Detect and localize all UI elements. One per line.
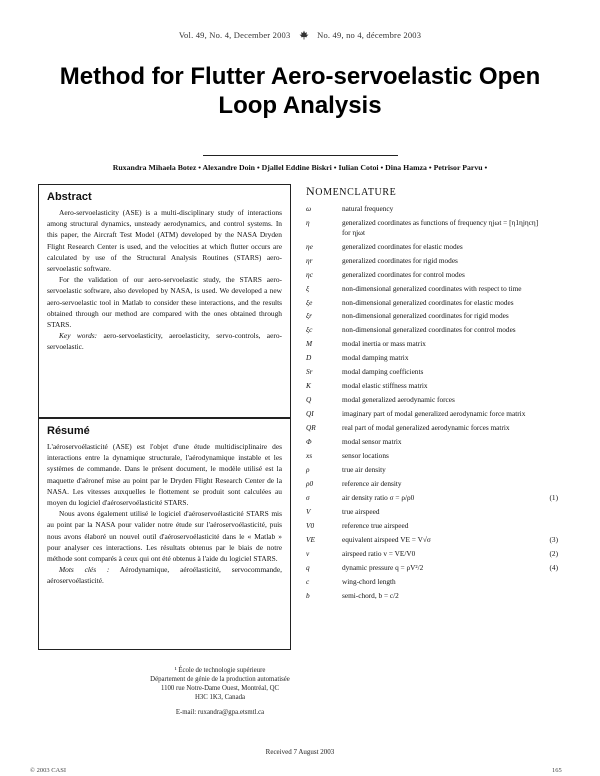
- nomenclature-definition: modal elastic stiffness matrix: [342, 381, 428, 391]
- equation-number: [540, 451, 558, 461]
- equation-number: [540, 521, 558, 531]
- affiliation-line: ¹ École de technologie supérieure: [174, 667, 266, 674]
- resume-paragraph-2: Nous avons également utilisé le logiciel d'aéroservoélasticité STARS mis au point par la NASA pour valider notre étude sur l'aéroservoélasticité, puis nous avons élaboré un nouvel outil d'aéroservoélasticité dans le « Matlab » pour analyser ces interactions. Les résultats obtenus par le biais de notre méthode sont comparés à ceux qui ont été obtenus à l'aide du logiciel STARS.: [47, 509, 282, 564]
- equation-number: (2): [549, 549, 558, 559]
- nomenclature-row: [306, 353, 558, 363]
- nomenclature-symbol: σ: [306, 493, 310, 503]
- nomenclature-symbol: q: [306, 563, 310, 573]
- equation-number: [540, 284, 558, 294]
- equation-number: [540, 270, 558, 280]
- copyright-footer: © 2003 CASI: [30, 767, 66, 774]
- resume-keywords: [47, 564, 282, 586]
- nomenclature-row: [306, 563, 558, 573]
- nomenclature-heading-cap: N: [306, 184, 316, 198]
- nomenclature-row: [306, 284, 558, 294]
- nomenclature-definition: generalized coordinates for rigid modes: [342, 255, 458, 265]
- nomenclature-symbol: Q: [306, 395, 312, 405]
- nomenclature-definition: true air density: [342, 465, 386, 475]
- nomenclature-symbol: QI: [306, 409, 314, 419]
- equation-number: [540, 339, 558, 349]
- nomenclature-row: [306, 437, 558, 447]
- abstract-keywords-text: aero-servoelasticity, aeroelasticity, servo-controls, aero-servoelastic.: [47, 331, 282, 352]
- nomenclature-row: [306, 465, 558, 475]
- nomenclature-row: [306, 298, 558, 308]
- equation-number: (3): [549, 535, 558, 545]
- nomenclature-row: [306, 591, 558, 601]
- affiliation-email: E-mail: ruxandra@gpa.etsmtl.ca: [175, 709, 265, 716]
- maple-leaf-icon: [299, 30, 309, 40]
- nomenclature-definition: real part of modal generalized aerodynamic forces matrix: [342, 423, 510, 433]
- author-list: Ruxandra Mihaela Botez • Alexandre Doin • Djallel Eddine Biskri • Iulian Cotoi • Dina Hamza • Petrisor Parvu •: [112, 163, 488, 172]
- equation-number: [540, 423, 558, 433]
- equation-number: [540, 256, 558, 266]
- nomenclature-definition: imaginary part of modal generalized aerodynamic force matrix: [342, 409, 526, 419]
- nomenclature-symbol: ω: [306, 204, 312, 213]
- nomenclature-symbol: Sr: [306, 367, 313, 377]
- equation-number: [540, 381, 558, 391]
- equation-number: [540, 507, 558, 517]
- equation-number: [540, 204, 558, 214]
- nomenclature-symbol: ξc: [306, 325, 313, 335]
- nomenclature-definition: non-dimensional generalized coordinates for control modes: [342, 325, 516, 335]
- paper-title: Method for Flutter Aero-servoelastic Open Loop Analysis: [59, 63, 541, 119]
- nomenclature-definition: non-dimensional generalized coordinates for rigid modes: [342, 311, 509, 321]
- nomenclature-definition: reference true airspeed: [342, 521, 409, 531]
- equation-number: [540, 577, 558, 587]
- resume-keywords-label: Mots clés :: [59, 565, 110, 575]
- equation-number: [540, 367, 558, 377]
- nomenclature-row: [306, 381, 558, 391]
- nomenclature-definition: dynamic pressure q = ρV²/2: [342, 563, 424, 573]
- resume-heading: Résumé: [47, 425, 90, 437]
- nomenclature-definition: air density ratio σ = ρ/ρ0: [342, 493, 415, 503]
- abstract-heading: Abstract: [47, 191, 92, 203]
- equation-number: [540, 311, 558, 321]
- received-date: Received 7 August 2003: [265, 748, 335, 756]
- nomenclature-definition: semi-chord, b = c/2: [342, 591, 399, 601]
- nomenclature-symbol: M: [306, 339, 313, 349]
- equation-number: [540, 298, 558, 308]
- nomenclature-definition: natural frequency: [342, 204, 394, 213]
- nomenclature-symbol: c: [306, 577, 310, 587]
- nomenclature-symbol: ξr: [306, 311, 312, 321]
- nomenclature-row: [306, 451, 558, 461]
- nomenclature-row: [306, 395, 558, 405]
- nomenclature-symbol: V: [306, 507, 311, 517]
- nomenclature-symbol: ρ0: [306, 479, 314, 489]
- page-number: 165: [552, 767, 562, 774]
- resume-paragraph-1: L'aéroservoélasticité (ASE) est l'objet d'une étude multidisciplinaire des interactions entre la dynamique structurale, l'aérodynamique instable et les systèmes de commande. Dans le présent document, le modèle utilisé est la maquette d'aéronef mise au point par le Dryden Flight Research Center de la NASA. Les vitesses auxquelles le flottement se produit sont calculées au moyen du logiciel d'aéroservoélasticité STARS.: [47, 442, 282, 508]
- nomenclature-symbol: xs: [306, 451, 313, 461]
- nomenclature-heading: [306, 184, 396, 199]
- nomenclature-symbol: ηr: [306, 255, 313, 265]
- nomenclature-definition: modal generalized aerodynamic forces: [342, 395, 455, 405]
- equation-number: (4): [549, 563, 558, 573]
- nomenclature-symbol: ξ: [306, 283, 310, 293]
- equation-number: [540, 479, 558, 489]
- resume-keywords-text: Aérodynamique, aéroélasticité, servocommande, aéroservoélasticité.: [47, 565, 282, 586]
- nomenclature-definition: wing-chord length: [342, 577, 396, 587]
- nomenclature-row: [306, 204, 558, 214]
- nomenclature-row: [306, 311, 558, 321]
- nomenclature-symbol: V0: [306, 521, 315, 531]
- nomenclature-heading-rest: OMENCLATURE: [315, 187, 397, 198]
- equation-number: [540, 465, 558, 475]
- nomenclature-symbol: ηe: [306, 241, 313, 251]
- header-volume-fr: No. 49, no 4, décembre 2003: [317, 30, 422, 40]
- nomenclature-symbol: Φ: [306, 437, 312, 447]
- equation-number: [540, 242, 558, 252]
- affiliation-line: 1100 rue Notre-Dame Ouest, Montréal, QC: [160, 685, 280, 692]
- nomenclature-row: [306, 521, 558, 531]
- header-volume-en: Vol. 49, No. 4, December 2003: [178, 30, 291, 40]
- nomenclature-symbol: v: [306, 549, 310, 559]
- nomenclature-definition: modal inertia or mass matrix: [342, 339, 426, 349]
- equation-number: [540, 395, 558, 405]
- abstract-paragraph-1: Aero-servoelasticity (ASE) is a multi-disciplinary study of interactions among structural dynamics, unsteady aerodynamics, and control systems. In this paper, the Aircraft Test Model (ATM) developed by the NASA Dryden Flight Research Center is used, and the velocities at which flutter occurs are calculated by use of the Structural Analysis Routines (STARS) aero-servoelastic software.: [47, 208, 282, 274]
- equation-number: [540, 353, 558, 363]
- equation-number: [540, 591, 558, 601]
- nomenclature-row: [306, 242, 558, 252]
- resume-box: [38, 418, 291, 650]
- affiliation-line: H3C 1K3, Canada: [194, 694, 246, 701]
- abstract-paragraph-2: For the validation of our aero-servoelastic study, the STARS aero-servoelastic software, also developed by NASA, is used. We developed a new aero-servoelastic tool in Matlab to consider these interactions, and the results obtained through our method are compared with the ones obtained through STARS.: [47, 275, 282, 330]
- nomenclature-symbol: ρ: [306, 465, 310, 475]
- nomenclature-symbol: K: [306, 381, 311, 391]
- nomenclature-definition: non-dimensional generalized coordinates with respect to time: [342, 283, 522, 293]
- abstract-keywords: [47, 330, 282, 352]
- nomenclature-definition: non-dimensional generalized coordinates for elastic modes: [342, 297, 514, 307]
- nomenclature-row: [306, 493, 558, 503]
- author-affiliation: [140, 666, 300, 717]
- nomenclature-symbol: η: [306, 217, 310, 227]
- nomenclature-definition: generalized coordinates for control modes: [342, 269, 465, 279]
- nomenclature-definition: generalized coordinates as functions of frequency ηjωt = [η1ηjηcη] for ηjωt: [342, 217, 539, 237]
- equation-number: [540, 437, 558, 447]
- nomenclature-row: [306, 423, 558, 433]
- nomenclature-symbol: VE: [306, 535, 315, 545]
- nomenclature-definition: equivalent airspeed VE = V√σ: [342, 535, 431, 545]
- nomenclature-symbol: ηc: [306, 269, 313, 279]
- equation-number: [540, 218, 558, 237]
- nomenclature-row: [306, 577, 558, 587]
- nomenclature-definition: modal damping matrix: [342, 353, 409, 363]
- abstract-keywords-label: Key words:: [59, 331, 98, 341]
- nomenclature-row: [306, 325, 558, 335]
- nomenclature-row: [306, 367, 558, 377]
- journal-header: [0, 30, 600, 40]
- nomenclature-row: [306, 339, 558, 349]
- nomenclature-definition: reference air density: [342, 479, 402, 489]
- affiliation-line: Département de génie de la production automatisée: [150, 676, 290, 683]
- nomenclature-list: [306, 204, 558, 605]
- nomenclature-definition: true airspeed: [342, 507, 380, 517]
- nomenclature-symbol: D: [306, 353, 312, 363]
- title-divider: [203, 155, 398, 156]
- abstract-box: [38, 184, 291, 418]
- nomenclature-row: [306, 479, 558, 489]
- nomenclature-symbol: ξe: [306, 297, 313, 307]
- nomenclature-definition: airspeed ratio v = VE/V0: [342, 549, 416, 559]
- nomenclature-symbol: QR: [306, 423, 316, 433]
- nomenclature-row: [306, 270, 558, 280]
- nomenclature-row: [306, 409, 558, 419]
- nomenclature-row: [306, 535, 558, 545]
- nomenclature-definition: generalized coordinates for elastic modes: [342, 241, 463, 251]
- equation-number: (1): [549, 493, 558, 503]
- nomenclature-row: [306, 549, 558, 559]
- equation-number: [540, 409, 558, 419]
- nomenclature-definition: modal sensor matrix: [342, 437, 402, 447]
- nomenclature-definition: sensor locations: [342, 451, 389, 461]
- nomenclature-row: [306, 507, 558, 517]
- nomenclature-symbol: b: [306, 591, 310, 601]
- equation-number: [540, 325, 558, 335]
- nomenclature-definition: modal damping coefficients: [342, 367, 424, 377]
- nomenclature-row: [306, 218, 558, 237]
- nomenclature-row: [306, 256, 558, 266]
